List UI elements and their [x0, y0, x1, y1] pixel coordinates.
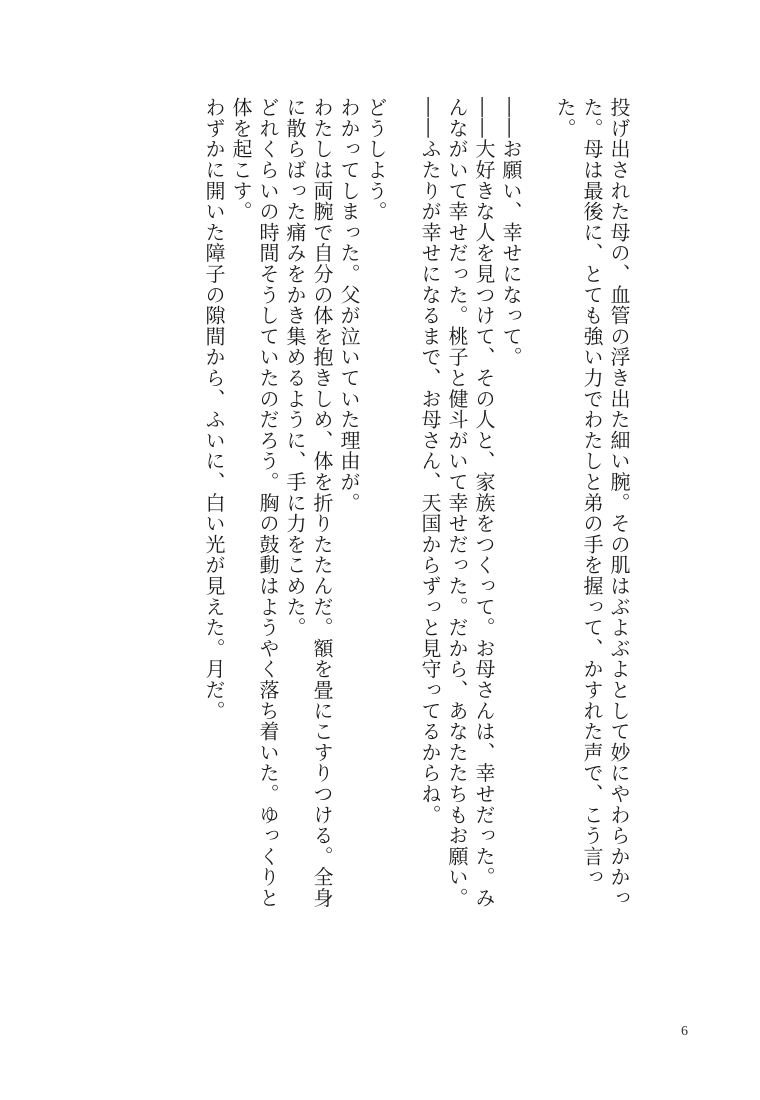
paragraph: どうしよう。 — [364, 97, 388, 222]
paragraph: どれくらいの時間そうしていたのだろう。胸の鼓動はようやく落ち着いた。ゆっくりと体を起こす。 — [229, 97, 280, 909]
paragraph: わかってしまった。父が泣いていた理由が。 — [337, 97, 361, 513]
page-number: 6 — [681, 1024, 688, 1039]
paragraph: ――お願い、幸せになって。 — [499, 97, 523, 368]
paragraph: 投げ出された母の、血管の浮き出た細い腕。その肌はぶよぶよとして妙にやわらかかった。母は最後に、とても強い力でわたしと弟の手を握って、かすれた声で、こう言った。 — [553, 97, 631, 909]
paragraph: わずかに開いた障子の隙間から、ふいに、白い光が見えた。月だ。 — [202, 97, 226, 721]
paragraph: わたしは両腕で自分の体を抱きしめ、体を折りたたんだ。額を畳にこすりつける。全身に散らばった痛みをかき集めるように、手に力をこめた。 — [283, 97, 334, 909]
body-text — [200, 97, 632, 917]
paragraph: ――ふたりが幸せになるまで、お母さん、天国からずっと見守ってるからね。 — [418, 97, 442, 825]
blank-line — [389, 97, 416, 917]
blank-line — [524, 97, 551, 917]
paragraph: ――大好きな人を見つけて、その人と、家族をつくって。お母さんは、幸せだった。みんながいて幸せだった。桃子と健斗がいて幸せだった。だから、あなたたちもお願い。 — [445, 97, 496, 909]
